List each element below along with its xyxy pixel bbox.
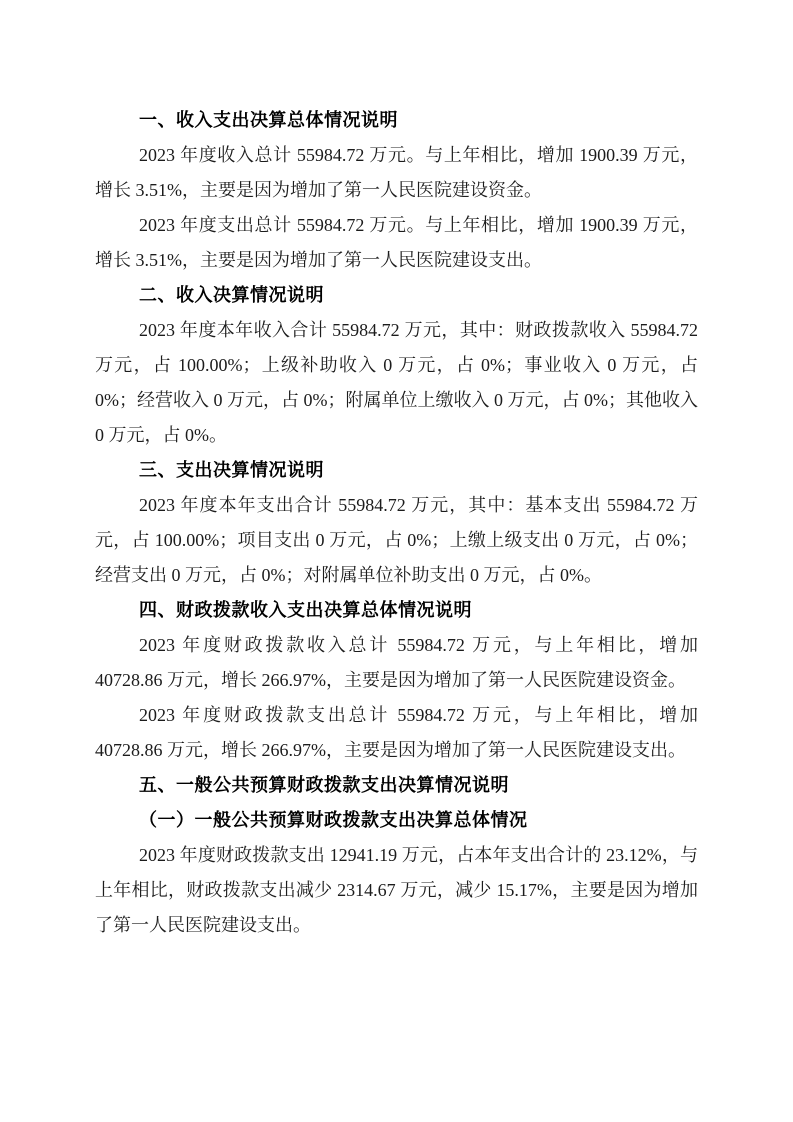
- para-fiscal-appropriation-income: 2023 年度财政拨款收入总计 55984.72 万元，与上年相比，增加 40728.86 万元，增长 266.97%，主要是因为增加了第一人民医院建设资金。: [95, 635, 698, 690]
- para-general-public-budget-expense: 2023 年度财政拨款支出 12941.19 万元，占本年支出合计的 23.12%，与上年相比，财政拨款支出减少 2314.67 万元，减少 15.17%，主要是因为增加了第一人民医院建设支出。: [95, 845, 698, 935]
- para-income-total: 2023 年度收入总计 55984.72 万元。与上年相比，增加 1900.39 万元，增长 3.51%，主要是因为增加了第一人民医院建设资金。: [95, 145, 698, 200]
- heading-income-expense-overview: 一、收入支出决算总体情况说明: [139, 110, 398, 130]
- para-income-detail: 2023 年度本年收入合计 55984.72 万元，其中：财政拨款收入 55984.72 万元，占 100.00%；上级补助收入 0 万元，占 0%；事业收入 0 万元，占 0%；经营收入 0 万元，占 0%；附属单位上缴收入 0 万元，占 0%；其他收入 0 万元，占 0%。: [95, 320, 698, 445]
- subheading-general-public-budget-overview: （一）一般公共预算财政拨款支出决算总体情况: [139, 810, 528, 830]
- para-expense-detail: 2023 年度本年支出合计 55984.72 万元，其中：基本支出 55984.72 万元，占 100.00%；项目支出 0 万元，占 0%；上缴上级支出 0 万元，占 0%；经营支出 0 万元，占 0%；对附属单位补助支出 0 万元，占 0%。: [95, 495, 698, 585]
- heading-general-public-budget-expense: 五、一般公共预算财政拨款支出决算情况说明: [139, 775, 509, 795]
- para-expense-total: 2023 年度支出总计 55984.72 万元。与上年相比，增加 1900.39 万元，增长 3.51%，主要是因为增加了第一人民医院建设支出。: [95, 215, 698, 270]
- heading-expense-detail: 三、支出决算情况说明: [139, 460, 324, 480]
- heading-fiscal-appropriation-overview: 四、财政拨款收入支出决算总体情况说明: [139, 600, 472, 620]
- para-fiscal-appropriation-expense: 2023 年度财政拨款支出总计 55984.72 万元，与上年相比，增加 40728.86 万元，增长 266.97%，主要是因为增加了第一人民医院建设支出。: [95, 705, 698, 760]
- heading-income-detail: 二、收入决算情况说明: [139, 285, 324, 305]
